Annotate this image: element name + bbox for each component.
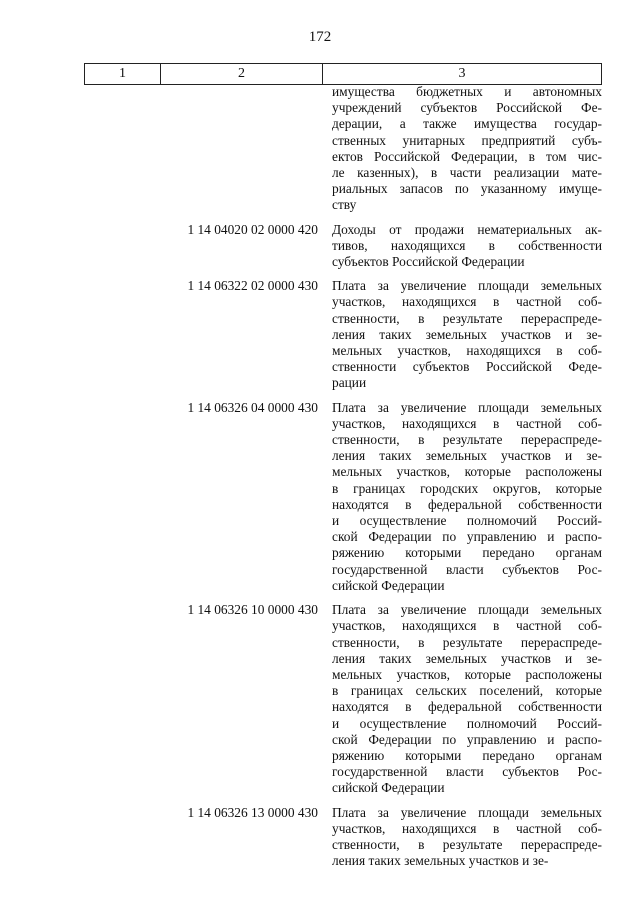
income-code: 1 14 06326 13 0000 430 <box>187 804 318 820</box>
description-line: участков, находящихся в частной соб- <box>332 415 602 431</box>
description-line: ству <box>332 197 357 213</box>
cell-col-1 <box>84 222 160 271</box>
description-line: находятся в федеральной собственности <box>332 699 602 715</box>
table-row <box>84 400 602 594</box>
cell-col-1 <box>84 805 160 870</box>
header-col-2: 2 <box>161 64 323 84</box>
description-line: рации <box>332 375 367 391</box>
description-line: ственности, в результате перераспреде- <box>332 634 602 650</box>
description-line: государственной власти субъектов Рос- <box>332 764 602 780</box>
description-line: ской Федерации по управлению и распо- <box>332 529 602 545</box>
description-line: Плата за увеличение площади земельных <box>332 804 602 820</box>
table-row <box>84 84 602 214</box>
description-line: ственности, в результате перераспреде- <box>332 836 602 852</box>
description-line: ственности субъектов Российской Феде- <box>332 359 602 375</box>
description-line: мельных участков, которые расположены <box>332 464 602 480</box>
income-description <box>332 602 602 796</box>
income-code: 1 14 06326 10 0000 430 <box>187 602 318 618</box>
description-line: ственности, в результате перераспреде- <box>332 310 602 326</box>
description-line: сийской Федерации <box>332 780 445 796</box>
description-line: участков, находящихся в частной соб- <box>332 618 602 634</box>
income-description <box>332 84 602 214</box>
cell-col-1 <box>84 84 160 214</box>
description-line: ектов Российской Федерации, в том чис- <box>332 148 602 164</box>
income-description <box>332 278 602 391</box>
description-line: Плата за увеличение площади земельных <box>332 399 602 415</box>
description-line: участков, находящихся в частной соб- <box>332 820 602 836</box>
cell-col-1 <box>84 278 160 391</box>
description-line: и осуществление полномочий Россий- <box>332 715 602 731</box>
income-code <box>160 84 322 214</box>
description-line: риальных запасов по указанному имуще- <box>332 181 602 197</box>
table-row <box>84 278 602 391</box>
description-line: дерации, а также имущества государ- <box>332 116 602 132</box>
description-line: учреждений субъектов Российской Фе- <box>332 100 602 116</box>
description-line: ления таких земельных участков и зе- <box>332 326 602 342</box>
table-body <box>84 84 602 877</box>
description-line: ряжению которыми передано органам <box>332 545 602 561</box>
income-code: 1 14 04020 02 0000 420 <box>187 221 318 237</box>
description-line: Доходы от продажи нематериальных ак- <box>332 221 602 237</box>
header-col-1: 1 <box>85 64 161 84</box>
description-line: Плата за увеличение площади земельных <box>332 602 602 618</box>
description-line: в границах городских округов, которые <box>332 480 602 496</box>
description-line: ле казенных), в части реализации мате- <box>332 165 602 181</box>
cell-col-1 <box>84 400 160 594</box>
description-line: ской Федерации по управлению и распо- <box>332 731 602 747</box>
cell-col-1 <box>84 602 160 796</box>
table-row <box>84 222 602 271</box>
description-line: субъектов Российской Федерации <box>332 254 525 270</box>
description-line: ления таких земельных участков и зе- <box>332 853 549 869</box>
description-line: участков, находящихся в частной соб- <box>332 294 602 310</box>
description-line: в границах сельских поселений, которые <box>332 683 602 699</box>
description-line: ственности, в результате перераспреде- <box>332 432 602 448</box>
table-row <box>84 805 602 870</box>
header-col-3: 3 <box>458 66 466 81</box>
table-row <box>84 602 602 796</box>
income-description <box>332 805 602 870</box>
description-line: ряжению которыми передано органам <box>332 747 602 763</box>
description-line: мельных участков, которые расположены <box>332 666 602 682</box>
income-code: 1 14 06322 02 0000 430 <box>187 278 318 294</box>
description-line: сийской Федерации <box>332 577 445 593</box>
description-line: мельных участков, находящихся в соб- <box>332 343 602 359</box>
page-number: 172 <box>308 29 332 45</box>
description-line: находятся в федеральной собственности <box>332 496 602 512</box>
description-line: и осуществление полномочий Россий- <box>332 513 602 529</box>
income-description <box>332 222 602 271</box>
description-line: Плата за увеличение площади земельных <box>332 278 602 294</box>
description-line: ления таких земельных участков и зе- <box>332 448 602 464</box>
income-description <box>332 400 602 594</box>
income-code: 1 14 06326 04 0000 430 <box>187 399 318 415</box>
description-line: имущества бюджетных и автономных <box>332 84 602 99</box>
description-line: государственной власти субъектов Рос- <box>332 561 602 577</box>
description-line: ления таких земельных участков и зе- <box>332 650 602 666</box>
description-line: тивов, находящихся в собственности <box>332 237 602 253</box>
description-line: ственных унитарных предприятий субъ- <box>332 132 602 148</box>
table-header <box>84 63 602 85</box>
